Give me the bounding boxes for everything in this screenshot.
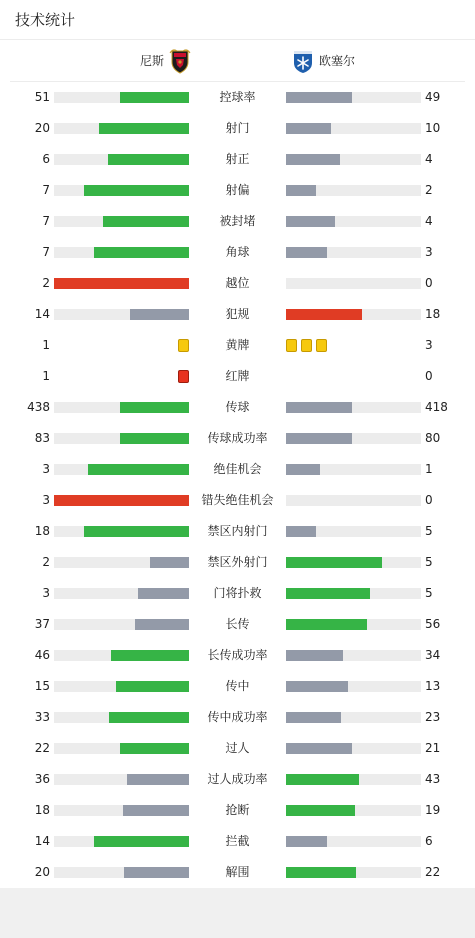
home-bar-track <box>54 712 189 723</box>
home-bar-fill <box>120 433 189 444</box>
home-bar-track <box>54 247 189 258</box>
home-bar-track <box>54 805 189 816</box>
home-value: 20 <box>34 865 50 879</box>
stat-row <box>0 454 475 485</box>
yellow-card-icon <box>316 339 327 352</box>
home-bar-track <box>54 185 189 196</box>
stat-label: 犯规 <box>225 307 250 321</box>
away-bar-track <box>286 836 421 847</box>
stat-row <box>0 361 475 392</box>
home-bar-track <box>54 650 189 661</box>
home-bar-fill <box>150 557 189 568</box>
away-bar-track <box>286 588 421 599</box>
stat-row <box>0 299 475 330</box>
away-bar-track <box>286 154 421 165</box>
stat-row <box>0 516 475 547</box>
home-bar-track <box>54 774 189 785</box>
home-bar-track <box>54 681 189 692</box>
stat-label: 射正 <box>225 152 250 166</box>
away-bar-track <box>286 557 421 568</box>
home-value: 6 <box>42 152 50 166</box>
home-value: 18 <box>34 524 50 538</box>
home-value: 33 <box>34 710 50 724</box>
stat-label: 过人成功率 <box>207 772 268 786</box>
stat-label: 解围 <box>225 865 250 879</box>
home-bar-fill <box>88 464 189 475</box>
away-bar-fill <box>286 588 370 599</box>
home-bar-track <box>54 433 189 444</box>
away-bar-fill <box>286 402 352 413</box>
home-bar-track <box>54 526 189 537</box>
stat-label: 拦截 <box>225 834 250 848</box>
away-value: 13 <box>425 679 441 693</box>
stat-row <box>0 671 475 702</box>
stat-label: 黄牌 <box>225 338 250 352</box>
home-value: 1 <box>42 369 50 383</box>
home-bar-track <box>54 867 189 878</box>
away-bar-fill <box>286 526 316 537</box>
home-value: 20 <box>34 121 50 135</box>
away-value: 5 <box>425 555 433 569</box>
away-bar-track <box>286 216 421 227</box>
away-bar-track <box>286 247 421 258</box>
stat-row <box>0 206 475 237</box>
stat-row <box>0 113 475 144</box>
home-bar-track <box>54 154 189 165</box>
section-header <box>0 0 475 40</box>
away-value: 49 <box>425 90 441 104</box>
stat-label: 长传成功率 <box>207 648 268 662</box>
home-bar-track <box>54 216 189 227</box>
home-value: 51 <box>34 90 50 104</box>
away-bar-track <box>286 681 421 692</box>
home-bar-fill <box>135 619 189 630</box>
home-cards <box>178 370 189 383</box>
away-value: 10 <box>425 121 441 135</box>
away-value: 0 <box>425 369 433 383</box>
stat-row <box>0 485 475 516</box>
away-bar-track <box>286 526 421 537</box>
home-bar-fill <box>130 309 189 320</box>
yellow-card-icon <box>178 339 189 352</box>
away-value: 0 <box>425 493 433 507</box>
stat-row <box>0 764 475 795</box>
stat-row <box>0 578 475 609</box>
away-value: 418 <box>425 400 448 414</box>
home-bar-track <box>54 619 189 630</box>
stat-row <box>0 268 475 299</box>
home-bar-fill <box>54 278 189 289</box>
home-bar-fill <box>94 836 189 847</box>
home-bar-fill <box>120 743 189 754</box>
away-value: 5 <box>425 586 433 600</box>
home-value: 2 <box>42 276 50 290</box>
away-bar-fill <box>286 712 341 723</box>
home-value: 22 <box>34 741 50 755</box>
home-bar-track <box>54 588 189 599</box>
stat-row <box>0 640 475 671</box>
away-bar-track <box>286 309 421 320</box>
away-value: 21 <box>425 741 441 755</box>
stat-label: 角球 <box>225 245 250 259</box>
away-bar-track <box>286 92 421 103</box>
stat-label: 越位 <box>225 276 250 290</box>
home-value: 1 <box>42 338 50 352</box>
stat-label: 绝佳机会 <box>213 462 262 476</box>
away-bar-track <box>286 402 421 413</box>
away-value: 80 <box>425 431 441 445</box>
home-value: 438 <box>27 400 50 414</box>
stat-row <box>0 702 475 733</box>
away-bar-fill <box>286 650 343 661</box>
away-value: 1 <box>425 462 433 476</box>
home-bar-fill <box>99 123 189 134</box>
away-bar-fill <box>286 433 352 444</box>
yellow-card-icon <box>301 339 312 352</box>
away-cards <box>286 339 327 352</box>
home-bar-fill <box>124 867 189 878</box>
home-value: 46 <box>34 648 50 662</box>
home-bar-fill <box>108 154 189 165</box>
yellow-card-icon <box>286 339 297 352</box>
stat-label: 错失绝佳机会 <box>201 493 274 507</box>
stat-row <box>0 144 475 175</box>
away-bar-fill <box>286 743 352 754</box>
stat-row <box>0 547 475 578</box>
home-bar-fill <box>120 92 189 103</box>
away-bar-fill <box>286 464 320 475</box>
home-value: 3 <box>42 586 50 600</box>
home-bar-track <box>54 557 189 568</box>
away-bar-fill <box>286 619 367 630</box>
away-value: 43 <box>425 772 441 786</box>
away-value: 34 <box>425 648 441 662</box>
stat-label: 抢断 <box>225 803 250 817</box>
stat-row <box>0 733 475 764</box>
home-cards <box>178 339 189 352</box>
home-bar-fill <box>84 526 189 537</box>
home-bar-track <box>54 743 189 754</box>
away-bar-track <box>286 464 421 475</box>
home-bar-track <box>54 464 189 475</box>
away-bar-fill <box>286 774 359 785</box>
away-bar-track <box>286 867 421 878</box>
home-value: 37 <box>34 617 50 631</box>
stat-label: 禁区内射门 <box>207 524 268 538</box>
away-bar-track <box>286 743 421 754</box>
away-bar-fill <box>286 154 340 165</box>
home-bar-fill <box>138 588 189 599</box>
stat-label: 门将扑救 <box>213 586 262 600</box>
home-bar-fill <box>116 681 189 692</box>
away-bar-fill <box>286 805 355 816</box>
away-bar-fill <box>286 247 327 258</box>
stat-label: 传球成功率 <box>207 431 268 445</box>
stat-label: 被封堵 <box>219 214 256 228</box>
home-team-name: 尼斯 <box>139 54 164 68</box>
ogc-nice-crest-icon <box>169 48 191 74</box>
stat-row <box>0 826 475 857</box>
stat-row <box>0 330 475 361</box>
away-value: 18 <box>425 307 441 321</box>
away-team[interactable] <box>292 40 360 81</box>
away-bar-fill <box>286 867 356 878</box>
away-bar-fill <box>286 309 362 320</box>
home-value: 18 <box>34 803 50 817</box>
away-bar-fill <box>286 216 335 227</box>
away-value: 4 <box>425 214 433 228</box>
away-bar-fill <box>286 123 331 134</box>
away-value: 5 <box>425 524 433 538</box>
away-bar-fill <box>286 836 327 847</box>
stat-label: 长传 <box>225 617 250 631</box>
stat-row <box>0 82 475 113</box>
stat-row <box>0 423 475 454</box>
away-bar-fill <box>286 185 316 196</box>
away-bar-track <box>286 278 421 289</box>
home-bar-track <box>54 278 189 289</box>
home-value: 7 <box>42 214 50 228</box>
home-bar-fill <box>54 495 189 506</box>
home-value: 3 <box>42 493 50 507</box>
home-bar-fill <box>84 185 189 196</box>
stat-row <box>0 175 475 206</box>
stat-row <box>0 609 475 640</box>
away-value: 56 <box>425 617 441 631</box>
home-bar-track <box>54 402 189 413</box>
home-bar-track <box>54 123 189 134</box>
home-value: 83 <box>34 431 50 445</box>
stat-label: 传球 <box>225 400 250 414</box>
away-value: 3 <box>425 245 433 259</box>
home-bar-fill <box>120 402 189 413</box>
stat-label: 红牌 <box>225 369 250 383</box>
away-bar-track <box>286 123 421 134</box>
home-value: 36 <box>34 772 50 786</box>
home-value: 7 <box>42 183 50 197</box>
away-value: 3 <box>425 338 433 352</box>
away-value: 0 <box>425 276 433 290</box>
away-bar-track <box>286 495 421 506</box>
home-bar-fill <box>111 650 189 661</box>
away-value: 2 <box>425 183 433 197</box>
home-bar-track <box>54 92 189 103</box>
away-value: 19 <box>425 803 441 817</box>
home-bar-fill <box>103 216 189 227</box>
teams-row <box>10 40 465 82</box>
stat-label: 射门 <box>225 121 250 135</box>
away-bar-fill <box>286 92 352 103</box>
away-value: 22 <box>425 865 441 879</box>
stats-list <box>0 82 475 888</box>
stat-label: 射偏 <box>225 183 250 197</box>
away-bar-track <box>286 805 421 816</box>
stat-label: 过人 <box>225 741 250 755</box>
home-bar-track <box>54 495 189 506</box>
home-value: 2 <box>42 555 50 569</box>
home-bar-fill <box>94 247 189 258</box>
home-bar-fill <box>127 774 189 785</box>
away-bar-fill <box>286 557 382 568</box>
home-team[interactable] <box>135 40 191 81</box>
stat-row <box>0 392 475 423</box>
home-value: 14 <box>34 834 50 848</box>
away-value: 6 <box>425 834 433 848</box>
away-bar-fill <box>286 681 348 692</box>
stat-row <box>0 795 475 826</box>
away-bar-track <box>286 774 421 785</box>
home-bar-fill <box>109 712 189 723</box>
home-value: 7 <box>42 245 50 259</box>
home-value: 3 <box>42 462 50 476</box>
page-title: 技术统计 <box>15 11 76 29</box>
home-bar-fill <box>123 805 189 816</box>
home-bar-track <box>54 309 189 320</box>
away-bar-track <box>286 433 421 444</box>
away-value: 23 <box>425 710 441 724</box>
stat-label: 传中成功率 <box>207 710 268 724</box>
stat-label: 禁区外射门 <box>207 555 268 569</box>
page-footer-area <box>0 888 475 938</box>
away-bar-track <box>286 650 421 661</box>
stat-label: 控球率 <box>219 90 256 104</box>
away-bar-track <box>286 185 421 196</box>
away-value: 4 <box>425 152 433 166</box>
away-bar-track <box>286 619 421 630</box>
aj-auxerre-crest-icon <box>292 48 314 74</box>
stat-row <box>0 237 475 268</box>
stat-row <box>0 857 475 888</box>
home-bar-track <box>54 836 189 847</box>
home-value: 15 <box>34 679 50 693</box>
away-team-name: 欧塞尔 <box>319 54 356 68</box>
away-bar-track <box>286 712 421 723</box>
home-value: 14 <box>34 307 50 321</box>
red-card-icon <box>178 370 189 383</box>
stat-label: 传中 <box>225 679 250 693</box>
